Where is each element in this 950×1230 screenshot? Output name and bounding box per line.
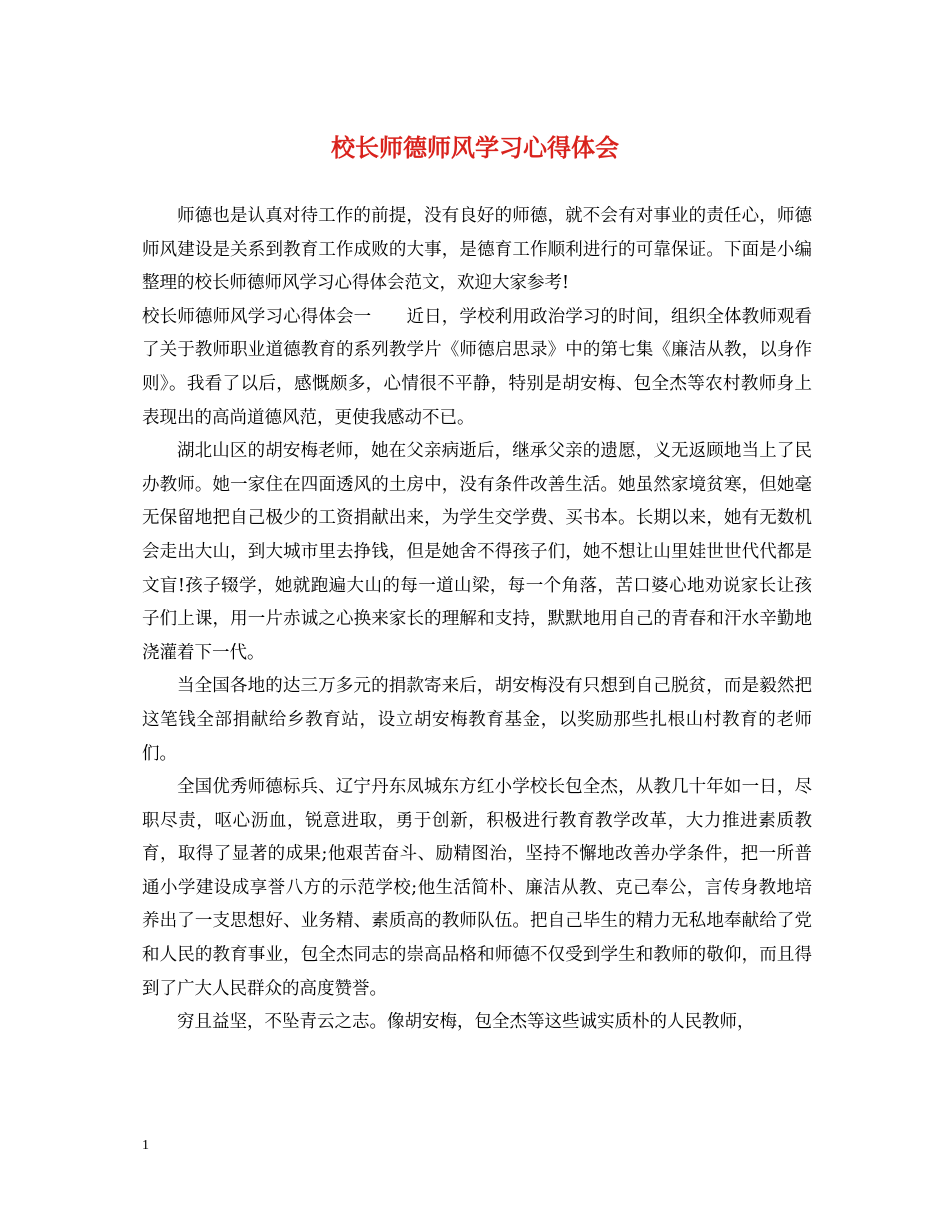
paragraph-section-one: 校长师德师风学习心得体会一 近日，学校利用政治学习的时间，组织全体教师观看了关于教师职业道德教育的系列教学片《师德启思录》中的第七集《廉洁从教，以身作则》。我看了以后，感慨颇多，心情很不平静，特别是胡安梅、包全杰等农村教师身上表现出的高尚道德风范，更使我感动不已。 bbox=[142, 306, 812, 428]
paragraph-intro: 师德也是认真对待工作的前提，没有良好的师德，就不会有对事业的责任心，师德师风建设是关系到教育工作成败的大事，是德育工作顺利进行的可靠保证。下面是小编整理的校长师德师风学习心得体会范文，欢迎大家参考! bbox=[142, 206, 812, 294]
paragraph-hu-anmei: 湖北山区的胡安梅老师，她在父亲病逝后，继承父亲的遗愿，义无返顾地当上了民办教师。她一家住在四面透风的土房中，没有条件改善生活。她虽然家境贫寒，但她毫无保留地把自己极少的工资捐献出来，为学生交学费、买书本。长期以来，她有无数机会走出大山，到大城市里去挣钱，但是她舍不得孩子们，她不想让山里娃世世代代都是文盲!孩子辍学，她就跑遍大山的每一道山梁，每一个角落，苦口婆心地劝说家长让孩子们上课，用一片赤诚之心换来家长的理解和支持，默默地用自己的青春和汗水辛勤地浇灌着下一代。 bbox=[142, 441, 812, 663]
document-body bbox=[142, 200, 812, 1040]
paragraph-conclusion: 穷且益坚，不坠青云之志。像胡安梅，包全杰等这些诚实质朴的人民教师， bbox=[177, 1012, 755, 1033]
page-number: 1 bbox=[142, 1138, 149, 1153]
paragraph-donation: 当全国各地的达三万多元的捐款寄来后，胡安梅没有只想到自己脱贫，而是毅然把这笔钱全部捐献给乡教育站，设立胡安梅教育基金，以奖励那些扎根山村教育的老师们。 bbox=[142, 676, 812, 764]
document-title: 校长师德师风学习心得体会 bbox=[331, 133, 619, 162]
paragraph-bao-quanjie: 全国优秀师德标兵、辽宁丹东凤城东方红小学校长包全杰，从教几十年如一日，尽职尽责，呕心沥血，锐意进取，勇于创新，积极进行教育教学改革，大力推进素质教育，取得了显著的成果;他艰苦奋斗、励精图治，坚持不懈地改善办学条件，把一所普通小学建设成享誉八方的示范学校;他生活简朴、廉洁从教、克己奉公，言传身教地培养出了一支思想好、业务精、素质高的教师队伍。把自己毕生的精力无私地奉献给了党和人民的教育事业，包全杰同志的崇高品格和师德不仅受到学生和教师的敬仰，而且得到了广大人民群众的高度赞誉。 bbox=[142, 777, 812, 999]
